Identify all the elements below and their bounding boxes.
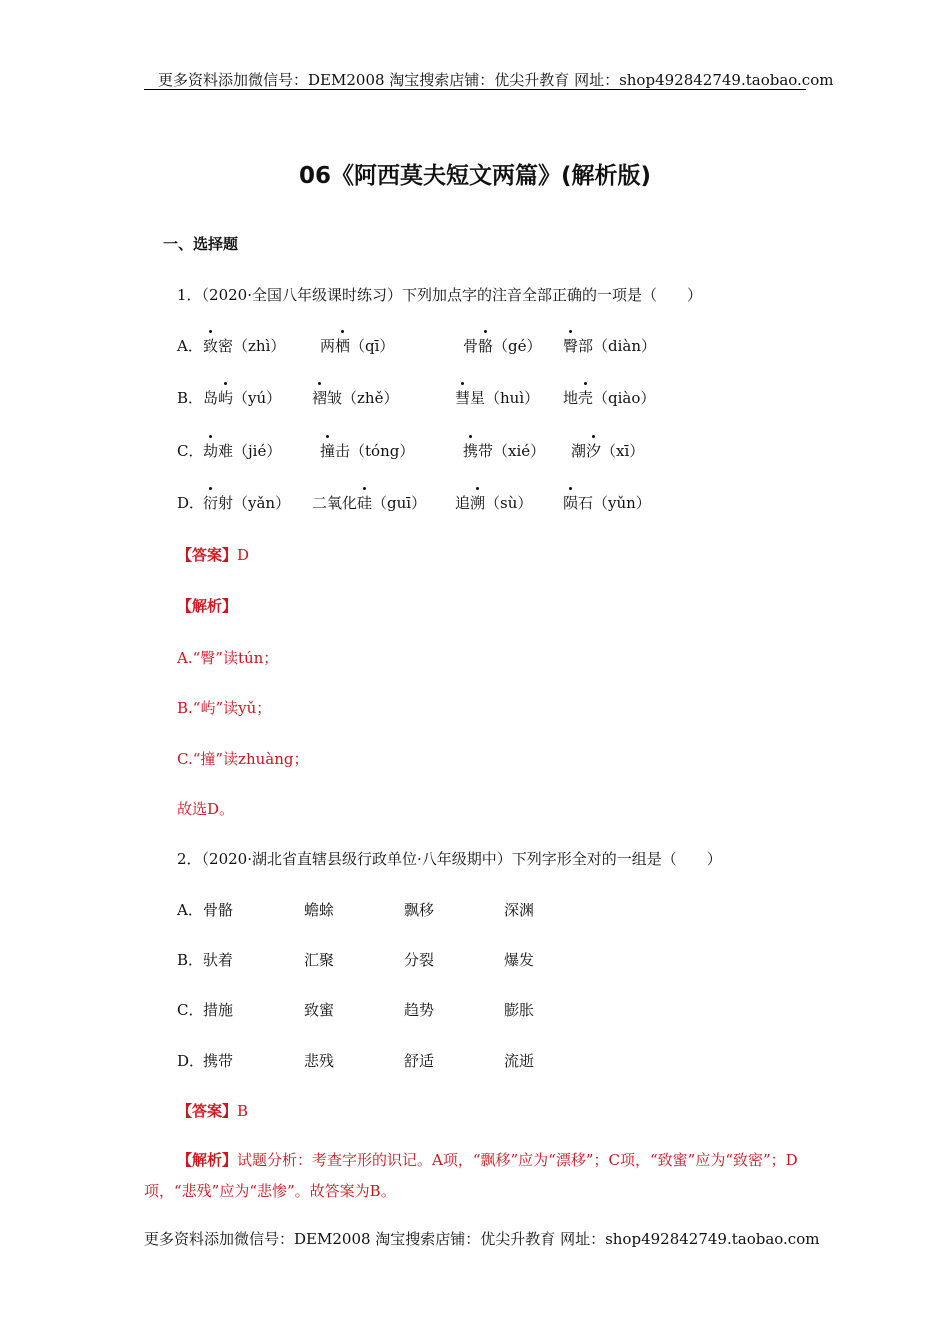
q1-option-d-item-4: 陨石（yǔn）	[563, 494, 651, 512]
q2-option-c-item-1: 措施	[203, 1001, 234, 1019]
q2-option-b-item-3: 分裂	[404, 951, 435, 969]
footer-text-b: 淘宝搜索店铺：优尖升教育 网址：	[370, 1230, 606, 1248]
q1-option-a-item-1: 致密（zhì）	[203, 337, 286, 355]
q1-option-c-label: C．	[177, 442, 204, 460]
q2-option-c-item-3: 趋势	[404, 1001, 435, 1019]
q2-option-a-item-2: 蟾蜍	[304, 901, 335, 919]
q1-option-c-item-4: 潮汐（xī）	[571, 442, 645, 460]
q2-option-b-item-1: 驮着	[203, 951, 234, 969]
q1-option-a-label: A．	[177, 337, 203, 355]
q1-analysis-label: 【解析】	[177, 597, 238, 615]
q1-option-b-item-1: 岛屿（yú）	[203, 389, 282, 407]
q1-analysis-line-3: C.“撞”读zhuàng；	[177, 750, 309, 768]
q1-option-d-item-3: 追溯（sù）	[455, 494, 533, 512]
footer-id: DEM2008	[294, 1230, 371, 1248]
q1-option-d-item-2: 二氧化硅（guī）	[312, 494, 427, 512]
q1-option-d-label: D．	[177, 494, 205, 512]
q2-analysis: 【解析】试题分析：考查字形的识记。A项，“飘移”应为“漂移”；C项，“致蜜”应为“致密”；D项，“悲残”应为“悲惨”。故答案为B。	[144, 1151, 798, 1200]
q2-option-a-item-3: 飘移	[404, 901, 435, 919]
q1-option-d-item-1: 衍射（yǎn）	[203, 494, 291, 512]
q1-analysis-line-1: A.“臀”读tún；	[177, 649, 279, 667]
page-header	[158, 69, 833, 90]
q1-option-b-item-4: 地壳（qiào）	[563, 389, 656, 407]
q1-option-c-item-3: 携带（xié）	[463, 442, 546, 460]
footer-text-a: 更多资料添加微信号：	[144, 1230, 295, 1248]
q1-option-b-item-3: 彗星（huì）	[455, 389, 540, 407]
q1-option-c-item-1: 劫难（jié）	[203, 442, 282, 460]
q2-option-d-item-4: 流逝	[504, 1052, 535, 1070]
q2-option-d-item-1: 携带	[203, 1052, 234, 1070]
q1-option-a-item-2: 两栖（qī）	[320, 337, 395, 355]
page-title: 06《阿西莫夫短文两篇》(解析版)	[298, 163, 652, 189]
q1-option-a-item-4: 臀部（diàn）	[563, 337, 657, 355]
q2-stem: 2．（2020·湖北省直辖县级行政单位·八年级期中）下列字形全对的一组是（ ）	[177, 850, 722, 868]
q1-option-c-item-2: 撞击（tóng）	[320, 442, 415, 460]
q1-stem: 1．（2020·全国八年级课时练习）下列加点字的注音全部正确的一项是（ ）	[177, 286, 702, 304]
page-footer	[144, 1228, 819, 1249]
header-id: DEM2008	[308, 71, 385, 89]
q2-option-c-label: C．	[177, 1001, 204, 1019]
q2-option-d-label: D．	[177, 1052, 205, 1070]
q2-option-b-item-4: 爆发	[504, 951, 535, 969]
q2-option-a-item-1: 骨骼	[203, 901, 234, 919]
q1-answer: 【答案】D	[177, 546, 250, 564]
header-text-a: 更多资料添加微信号：	[158, 71, 309, 89]
q2-option-b-item-2: 汇聚	[304, 951, 335, 969]
header-url[interactable]: shop492842749.taobao.com	[619, 71, 834, 89]
footer-url[interactable]: shop492842749.taobao.com	[605, 1230, 820, 1248]
q1-option-b-label: B．	[177, 389, 204, 407]
q2-option-d-item-2: 悲残	[304, 1052, 335, 1070]
q2-option-b-label: B．	[177, 951, 204, 969]
q2-option-d-item-3: 舒适	[404, 1052, 435, 1070]
q2-option-c-item-2: 致蜜	[304, 1001, 335, 1019]
q1-analysis-line-4: 故选D。	[177, 800, 235, 818]
q2-option-a-item-4: 深渊	[504, 901, 535, 919]
header-rule	[144, 89, 806, 90]
q1-option-a-item-3: 骨骼（gé）	[463, 337, 542, 355]
q1-option-b-item-2: 褶皱（zhě）	[312, 389, 399, 407]
q2-option-c-item-4: 膨胀	[504, 1001, 535, 1019]
q2-option-a-label: A．	[177, 901, 203, 919]
header-text-b: 淘宝搜索店铺：优尖升教育 网址：	[384, 71, 620, 89]
q2-answer: 【答案】B	[177, 1102, 249, 1120]
section-heading: 一、选择题	[163, 235, 239, 253]
q1-analysis-line-2: B.“屿”读yǔ；	[177, 699, 272, 717]
